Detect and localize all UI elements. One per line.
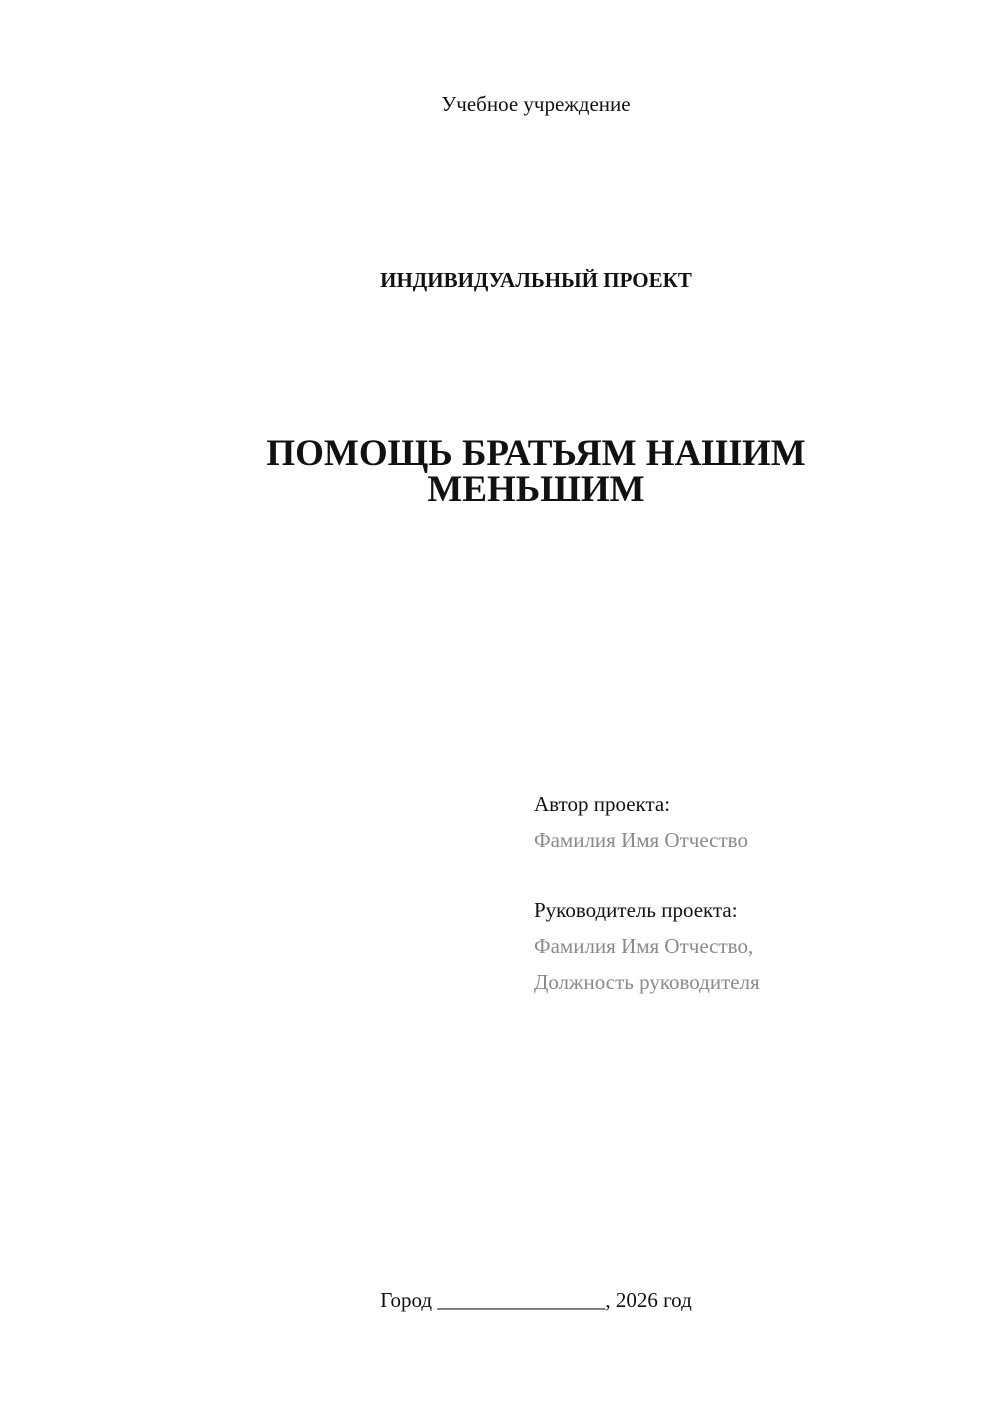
author-block <box>534 786 974 858</box>
author-label: Автор проекта: <box>534 792 671 816</box>
supervisor-block <box>534 892 974 1000</box>
supervisor-position: Должность руководителя <box>534 970 760 994</box>
project-title-line-2: МЕНЬШИМ <box>427 469 645 510</box>
city-year-footer: Город ________________, 2026 год <box>380 1288 692 1312</box>
supervisor-name: Фамилия Имя Отчество, <box>534 934 754 958</box>
document-type: ИНДИВИДУАЛЬНЫЙ ПРОЕКТ <box>380 268 692 292</box>
project-title <box>220 433 852 510</box>
supervisor-label: Руководитель проекта: <box>534 898 738 922</box>
project-title-line-1: ПОМОЩЬ БРАТЬЯМ НАШИМ <box>266 433 806 474</box>
institution-name: Учебное учреждение <box>441 92 631 116</box>
author-name: Фамилия Имя Отчество <box>534 828 748 852</box>
